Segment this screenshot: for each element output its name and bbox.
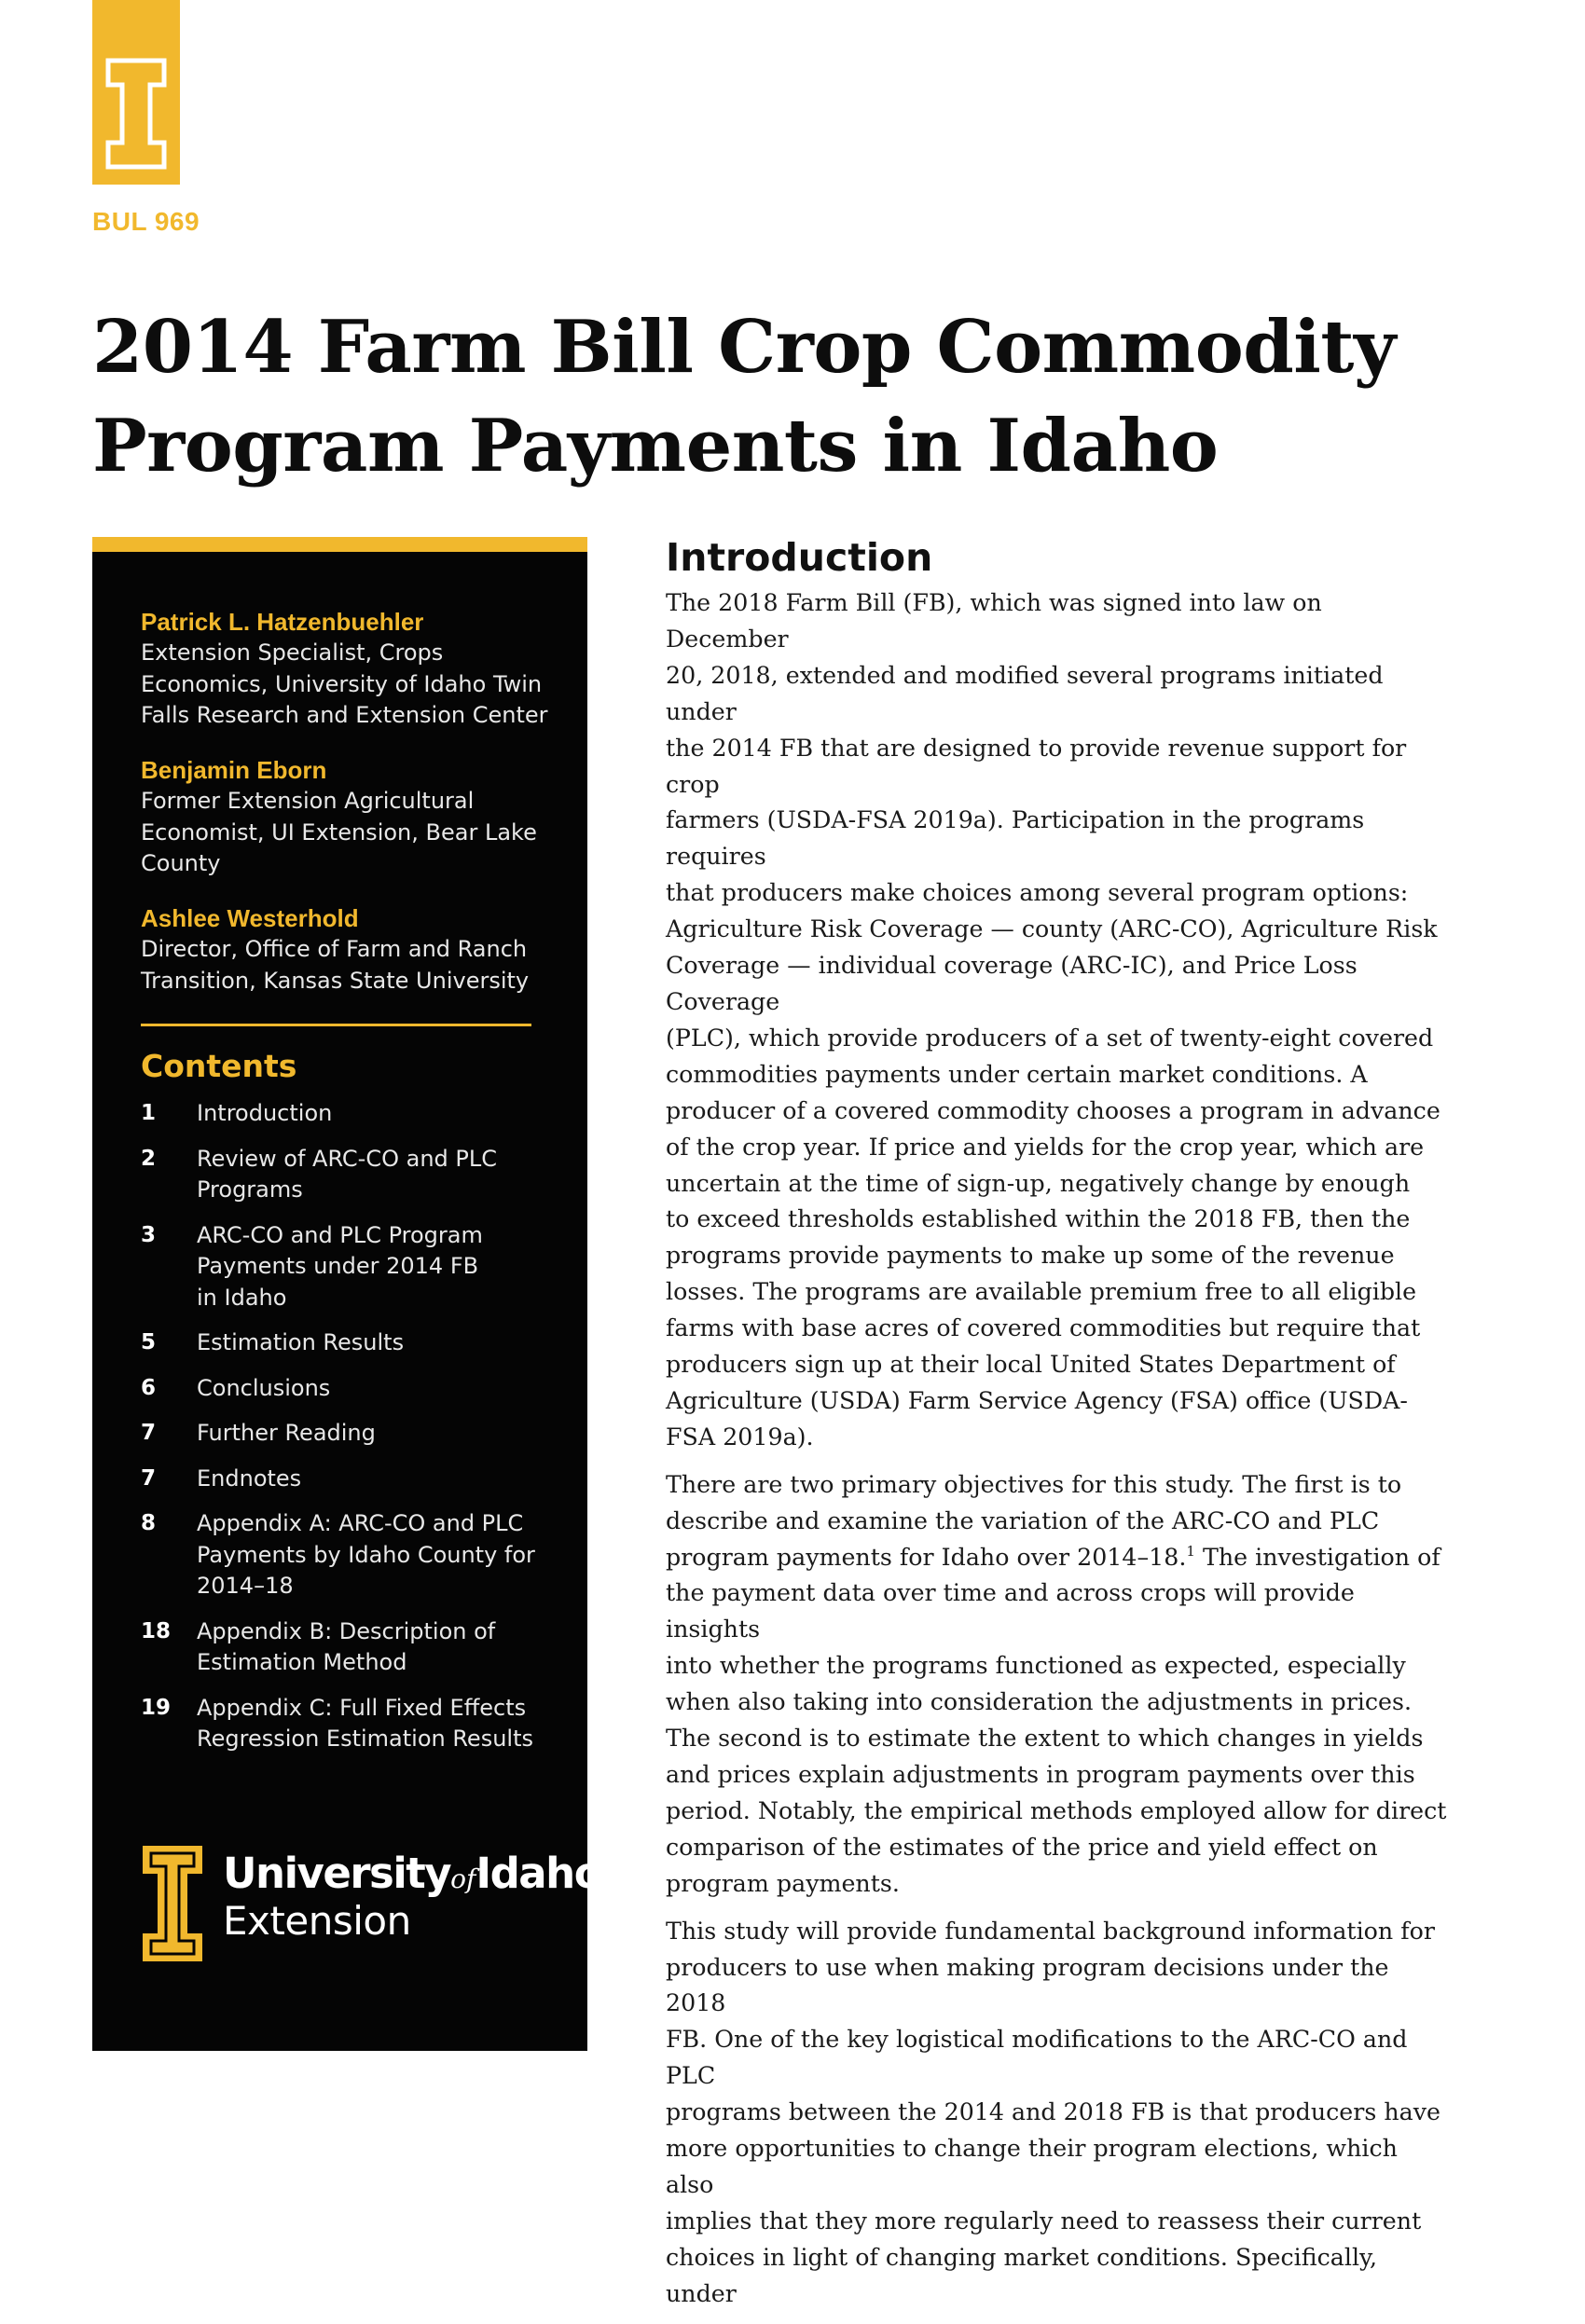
body-line: There are two primary objectives for this study. The first is to bbox=[666, 1470, 1402, 1498]
body-line: program payments. bbox=[666, 1869, 900, 1897]
author-block bbox=[141, 754, 570, 880]
body-line: that producers make choices among several program options: bbox=[666, 879, 1409, 907]
body-line: period. Notably, the empirical methods employed allow for direct bbox=[666, 1796, 1447, 1824]
toc-item[interactable] bbox=[141, 1327, 551, 1359]
body-line: producers sign up at their local United States Department of bbox=[666, 1351, 1396, 1379]
toc-page-number: 3 bbox=[141, 1222, 157, 1247]
toc-label bbox=[197, 1144, 497, 1206]
toc-label-line: Programs bbox=[197, 1176, 303, 1203]
toc-label-line: ARC-CO and PLC Program bbox=[197, 1221, 483, 1248]
body-line: comparison of the estimates of the price and yield effect on bbox=[666, 1833, 1378, 1861]
body-paragraph bbox=[666, 1914, 1449, 2313]
page-title-line-1: 2014 Farm Bill Crop Commodity bbox=[92, 305, 1396, 390]
toc-item[interactable] bbox=[141, 1464, 551, 1495]
toc-page-number: 18 bbox=[141, 1618, 172, 1643]
toc-label-line: Appendix A: ARC-CO and PLC bbox=[197, 1510, 524, 1536]
body-line: program payments for Idaho over 2014–18.$^1$ The investigation of bbox=[666, 1542, 1440, 1571]
toc-item[interactable] bbox=[141, 1373, 551, 1405]
body-line: and prices explain adjustments in program payments over this bbox=[666, 1761, 1415, 1788]
toc-item[interactable] bbox=[141, 1693, 551, 1755]
toc-label bbox=[197, 1098, 332, 1130]
toc-page-number: 1 bbox=[141, 1101, 157, 1125]
toc-page-number: 2 bbox=[141, 1146, 157, 1171]
toc-label-line: Conclusions bbox=[197, 1374, 331, 1401]
body-text-column bbox=[666, 585, 1449, 2324]
body-line: producers to use when making program decisions under the 2018 bbox=[666, 1953, 1389, 2017]
author-role-line: Economist, UI Extension, Bear Lake bbox=[141, 818, 537, 846]
toc-page-number: 5 bbox=[141, 1330, 157, 1355]
body-line: programs provide payments to make up some of the revenue bbox=[666, 1242, 1395, 1270]
footnote-marker[interactable]: 1 bbox=[1186, 1542, 1195, 1560]
body-line: implies that they more regularly need to reassess their current bbox=[666, 2207, 1422, 2235]
toc-label-line: in Idaho bbox=[197, 1284, 287, 1311]
toc-item[interactable] bbox=[141, 1418, 551, 1450]
toc-label bbox=[197, 1220, 483, 1314]
body-line: FSA 2019a). bbox=[666, 1423, 814, 1451]
body-paragraph bbox=[666, 1467, 1449, 1903]
page-title-line-2: Program Payments in Idaho bbox=[92, 404, 1219, 488]
table-of-contents bbox=[141, 1098, 551, 1769]
toc-label bbox=[197, 1508, 535, 1602]
body-line: the 2014 FB that are designed to provide revenue support for crop bbox=[666, 734, 1407, 798]
body-line: when also taking into consideration the adjustments in prices. bbox=[666, 1688, 1413, 1716]
author-role-line: Transition, Kansas State University bbox=[141, 967, 530, 994]
toc-label bbox=[197, 1373, 330, 1405]
toc-label-line: 2014–18 bbox=[197, 1573, 294, 1599]
toc-label bbox=[197, 1327, 404, 1359]
body-line: FB. One of the key logistical modifications to the ARC-CO and PLC bbox=[666, 2026, 1408, 2090]
body-line: This study will provide fundamental background information for bbox=[666, 1917, 1435, 1945]
body-line: Agriculture (USDA) Farm Service Agency (FSA) office (USDA- bbox=[666, 1386, 1408, 1414]
author-name: Benjamin Eborn bbox=[141, 756, 327, 784]
author-name: Ashlee Westerhold bbox=[141, 904, 359, 932]
toc-label-line: Regression Estimation Results bbox=[197, 1726, 533, 1752]
wordmark-idaho: Idaho bbox=[476, 1849, 602, 1898]
contents-heading: Contents bbox=[141, 1048, 297, 1084]
toc-label-line: Payments by Idaho County for bbox=[197, 1541, 535, 1568]
toc-item[interactable] bbox=[141, 1616, 551, 1679]
body-line: The 2018 Farm Bill (FB), which was signed into law on December bbox=[666, 589, 1322, 653]
body-line: losses. The programs are available premium free to all eligible bbox=[666, 1278, 1417, 1306]
body-line: to exceed thresholds established within the 2018 FB, then the bbox=[666, 1205, 1411, 1233]
body-line: uncertain at the time of sign-up, negatively change by enough bbox=[666, 1169, 1411, 1197]
university-block-i-icon bbox=[105, 58, 167, 170]
body-line: programs between the 2014 and 2018 FB is that producers have bbox=[666, 2098, 1441, 2126]
toc-label-line: Appendix B: Description of bbox=[197, 1617, 496, 1644]
university-block-i-icon bbox=[141, 1844, 204, 1963]
toc-label-line: Estimation Results bbox=[197, 1329, 405, 1355]
sidebar-accent-bar bbox=[92, 537, 587, 552]
toc-label-line: Further Reading bbox=[197, 1420, 376, 1446]
body-line: into whether the programs functioned as expected, especially bbox=[666, 1652, 1406, 1680]
body-line: of the crop year. If price and yields for the crop year, which are bbox=[666, 1133, 1425, 1161]
toc-item[interactable] bbox=[141, 1220, 551, 1314]
toc-label bbox=[197, 1464, 301, 1495]
body-paragraph bbox=[666, 585, 1449, 1456]
body-line: 20, 2018, extended and modified several programs initiated under bbox=[666, 661, 1384, 725]
body-line: choices in light of changing market conditions. Specifically, under bbox=[666, 2243, 1378, 2307]
author-name: Patrick L. Hatzenbuehler bbox=[141, 608, 424, 636]
toc-label bbox=[197, 1693, 533, 1755]
toc-item[interactable] bbox=[141, 1144, 551, 1206]
author-role-line: Economics, University of Idaho Twin bbox=[141, 670, 543, 697]
body-line: commodities payments under certain market conditions. A bbox=[666, 1060, 1368, 1088]
page-title bbox=[92, 298, 1491, 496]
wordmark-of: of bbox=[450, 1863, 476, 1894]
body-line: describe and examine the variation of the ARC-CO and PLC bbox=[666, 1506, 1380, 1534]
body-line: Coverage — individual coverage (ARC-IC), and Price Loss Coverage bbox=[666, 952, 1358, 1015]
author-role-line: Former Extension Agricultural bbox=[141, 788, 475, 814]
university-wordmark bbox=[223, 1851, 601, 1902]
top-logo-tab bbox=[92, 0, 180, 185]
toc-label-line: Appendix C: Full Fixed Effects bbox=[197, 1694, 527, 1721]
sidebar-divider bbox=[141, 1024, 531, 1026]
toc-label-line: Estimation Method bbox=[197, 1649, 407, 1675]
author-role-line: Director, Office of Farm and Ranch bbox=[141, 936, 528, 962]
body-line: farmers (USDA-FSA 2019a). Participation in the programs requires bbox=[666, 806, 1365, 871]
toc-page-number: 19 bbox=[141, 1695, 172, 1720]
author-role-line: Falls Research and Extension Center bbox=[141, 702, 548, 728]
toc-page-number: 7 bbox=[141, 1421, 157, 1445]
toc-label-line: Payments under 2014 FB bbox=[197, 1253, 479, 1279]
author-role-line: County bbox=[141, 850, 221, 876]
toc-label-line: Endnotes bbox=[197, 1465, 302, 1492]
toc-item[interactable] bbox=[141, 1508, 551, 1602]
body-line: The second is to estimate the extent to which changes in yields bbox=[666, 1725, 1424, 1753]
body-line: more opportunities to change their program elections, which also bbox=[666, 2135, 1398, 2198]
extension-wordmark: Extension bbox=[223, 1898, 411, 1944]
author-role-line: Extension Specialist, Crops bbox=[141, 639, 444, 666]
body-line: (PLC), which provide producers of a set of twenty-eight covered bbox=[666, 1024, 1434, 1052]
body-line: Agriculture Risk Coverage — county (ARC-CO), Agriculture Risk bbox=[666, 915, 1438, 943]
wordmark-university: University bbox=[223, 1849, 451, 1898]
toc-page-number: 7 bbox=[141, 1465, 157, 1491]
toc-label bbox=[197, 1418, 376, 1450]
toc-label-line: Review of ARC-CO and PLC bbox=[197, 1145, 497, 1172]
section-heading-introduction: Introduction bbox=[666, 535, 933, 580]
bulletin-number: BUL 969 bbox=[92, 207, 200, 236]
toc-page-number: 6 bbox=[141, 1375, 157, 1400]
toc-item[interactable] bbox=[141, 1098, 551, 1130]
author-block bbox=[141, 606, 570, 732]
body-line: the payment data over time and across crops will provide insights bbox=[666, 1579, 1355, 1643]
toc-page-number: 8 bbox=[141, 1511, 157, 1535]
author-block bbox=[141, 902, 570, 997]
body-line: producer of a covered commodity chooses a program in advance bbox=[666, 1096, 1440, 1124]
toc-label bbox=[197, 1616, 495, 1679]
toc-label-line: Introduction bbox=[197, 1100, 333, 1126]
body-line: farms with base acres of covered commodities but require that bbox=[666, 1314, 1421, 1342]
